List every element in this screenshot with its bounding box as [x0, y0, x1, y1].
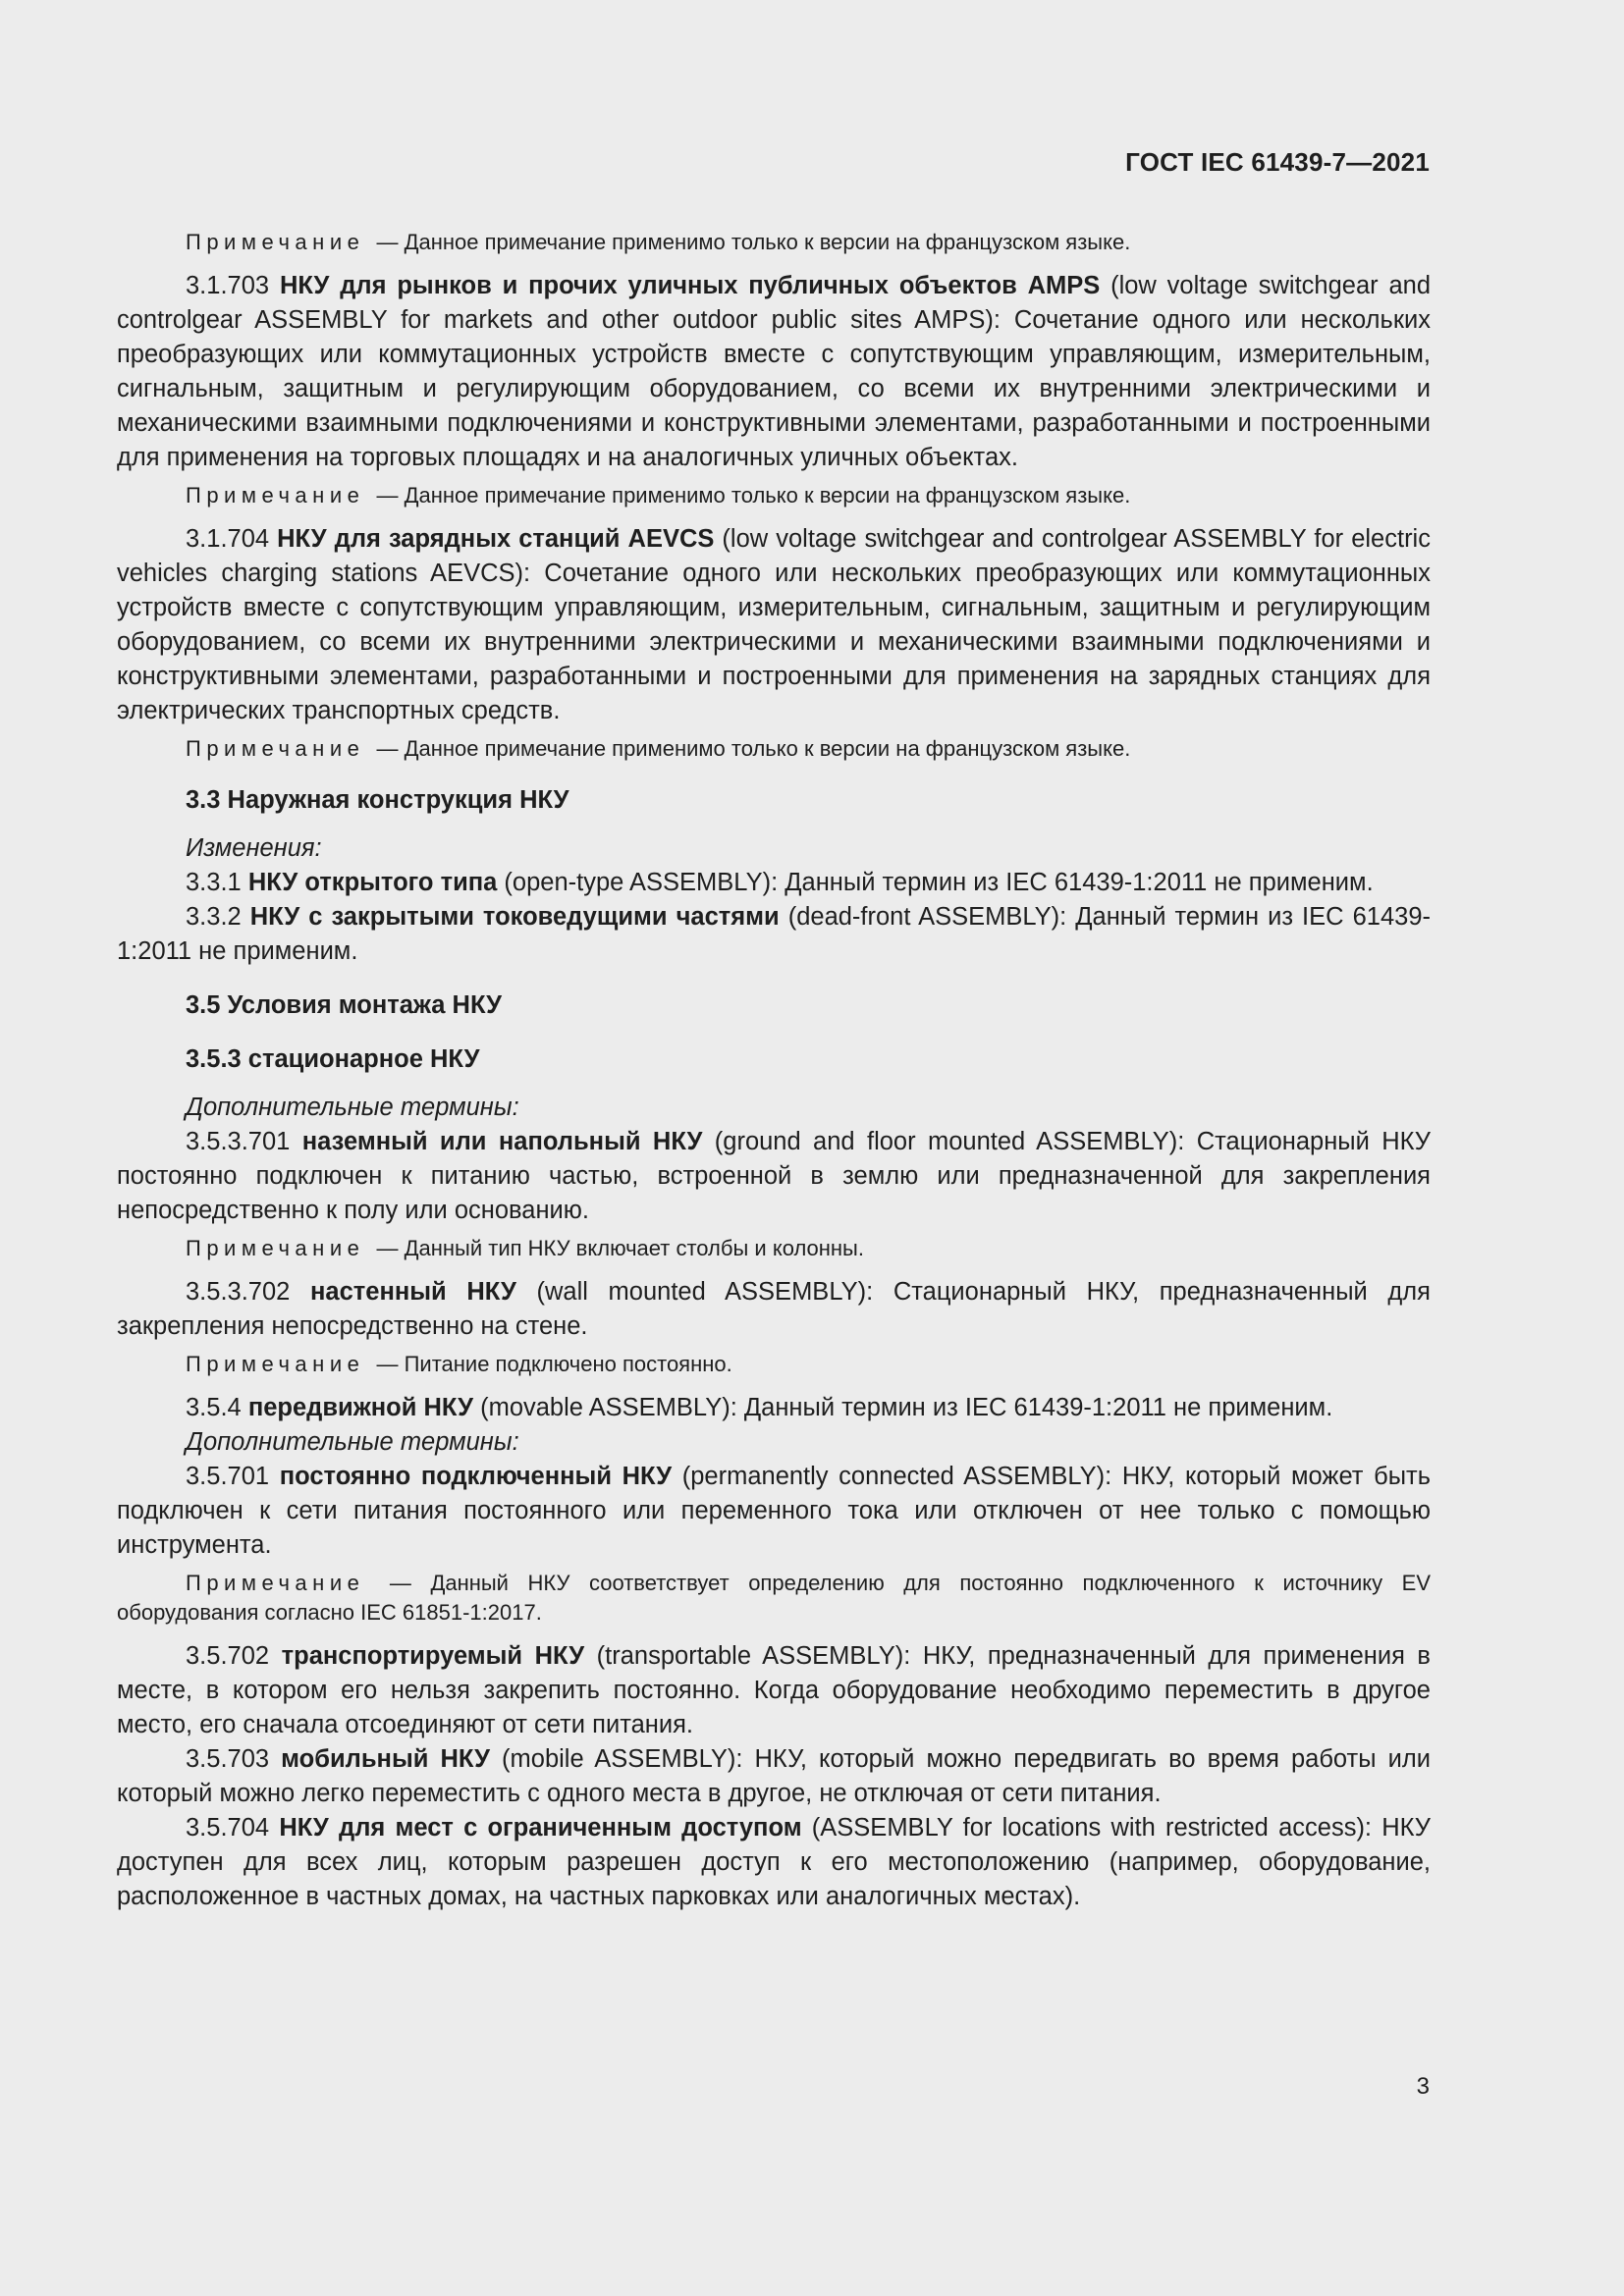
term-number: 3.1.704 [186, 525, 270, 553]
term-definition [117, 1125, 1431, 1228]
term-number: 3.5.3.702 [186, 1278, 291, 1306]
term-text: (low voltage switchgear and controlgear ASSEMBLY for electric vehicles charging stations AEVCS): Сочетание одного или нескольких преобразующих или коммутационных устройств вместе с сопутствующим управляющим, измерительным, сигнальным, защитным и регулирующим оборудованием, со всеми их внутренними электрическими и механическими взаимными подключениями и конструктивными элементами, разработанными и построенными для применения на зарядных станциях для электрических транспортных средств. [117, 525, 1431, 724]
term-number: 3.5.704 [186, 1814, 270, 1842]
subsection-label: Дополнительные термины: [186, 1094, 519, 1121]
note-text: Данное примечание применимо только к версии на французском языке. [404, 736, 1131, 761]
term-definition [117, 269, 1431, 475]
section-heading: 3.3 Наружная конструкция НКУ [186, 786, 569, 814]
term-definition [117, 522, 1431, 728]
note-dash: — [376, 230, 399, 254]
term-text: (open-type ASSEMBLY): Данный термин из IEC 61439-1:2011 не применим. [497, 869, 1374, 896]
term-text: (ASSEMBLY for locations with restricted access): НКУ доступен для всех лиц, которым разрешен доступ к его местоположению (например, оборудование, расположенное в частных домах, на частных парковках или аналогичных местах). [117, 1814, 1431, 1910]
note-text: Питание подключено постоянно. [404, 1352, 732, 1376]
term-definition [117, 866, 1431, 900]
note-dash: — [389, 1571, 411, 1595]
note-text: Данное примечание применимо только к версии на французском языке. [404, 230, 1131, 254]
term-definition [117, 1460, 1431, 1563]
note [117, 228, 1431, 257]
term-name: НКУ с закрытыми токоведущими частями [249, 903, 780, 931]
note [117, 734, 1431, 764]
note [117, 481, 1431, 510]
note-text: Данное примечание применимо только к версии на французском языке. [404, 483, 1131, 507]
note-text: Данный НКУ соответствует определению для постоянно подключенного к источнику EV оборудования согласно IEC 61851-1:2017. [117, 1571, 1431, 1625]
term-name: постоянно подключенный НКУ [279, 1463, 673, 1490]
term-text: (permanently connected ASSEMBLY): НКУ, который может быть подключен к сети питания постоянного или переменного тока или отключен от нее только с помощью инструмента. [117, 1463, 1431, 1559]
term-number: 3.3.2 [186, 903, 242, 931]
term-number: 3.1.703 [186, 272, 270, 299]
term-text: (ground and floor mounted ASSEMBLY): Стационарный НКУ постоянно подключен к питанию частью, встроенной в землю или предназначенной для закрепления непосредственно к полу или основанию. [117, 1128, 1431, 1224]
term-definition [117, 1275, 1431, 1344]
term-number: 3.5.4 [186, 1394, 242, 1421]
note-label: Примечание [186, 736, 365, 761]
term-text: (movable ASSEMBLY): Данный термин из IEC 61439-1:2011 не применим. [473, 1394, 1333, 1421]
note [117, 1350, 1431, 1379]
note-dash: — [376, 736, 399, 761]
term-text: (mobile ASSEMBLY): НКУ, который можно передвигать во время работы или который можно легко переместить с одного места в другое, не отключая от сети питания. [117, 1745, 1431, 1807]
term-definition [117, 1811, 1431, 1914]
note-dash: — [376, 483, 399, 507]
note [117, 1569, 1431, 1628]
section-heading: 3.5.3 стационарное НКУ [186, 1045, 480, 1073]
term-number: 3.5.701 [186, 1463, 270, 1490]
note [117, 1234, 1431, 1263]
term-name: НКУ для рынков и прочих уличных публичных объектов AMPS [279, 272, 1101, 299]
note-text: Данный тип НКУ включает столбы и колонны. [404, 1236, 864, 1260]
subsection-label: Изменения: [186, 834, 322, 862]
term-number: 3.5.702 [186, 1642, 270, 1670]
term-name: передвижной НКУ [247, 1394, 473, 1421]
term-text: (transportable ASSEMBLY): НКУ, предназначенный для применения в месте, в котором его нельзя закрепить постоянно. Когда оборудование необходимо переместить в другое место, его сначала отсоединяют от сети питания. [117, 1642, 1431, 1738]
note-label: Примечание [186, 483, 365, 507]
document-id-header: ГОСТ IEC 61439-7—2021 [1125, 147, 1430, 177]
note-label: Примечание [186, 1236, 365, 1260]
note-label: Примечание [186, 1571, 365, 1595]
term-text: (wall mounted ASSEMBLY): Стационарный НКУ, предназначенный для закрепления непосредственно на стене. [117, 1278, 1431, 1340]
note-label: Примечание [186, 1352, 365, 1376]
term-number: 3.5.703 [186, 1745, 270, 1773]
term-name: транспортируемый НКУ [281, 1642, 585, 1670]
term-name: НКУ для зарядных станций AEVCS [277, 525, 715, 553]
term-definition [117, 1391, 1431, 1425]
term-name: настенный НКУ [310, 1278, 516, 1306]
document-body [117, 222, 1431, 1914]
term-name: наземный или напольный НКУ [301, 1128, 703, 1155]
term-definition [117, 900, 1431, 969]
term-number: 3.5.3.701 [186, 1128, 291, 1155]
term-number: 3.3.1 [186, 869, 242, 896]
section-heading: 3.5 Условия монтажа НКУ [186, 991, 503, 1019]
page-number: 3 [1416, 2073, 1430, 2100]
term-name: НКУ для мест с ограниченным доступом [279, 1814, 802, 1842]
note-dash: — [376, 1352, 399, 1376]
note-dash: — [376, 1236, 399, 1260]
term-definition [117, 1639, 1431, 1742]
subsection-label: Дополнительные термины: [186, 1428, 519, 1456]
note-label: Примечание [186, 230, 365, 254]
term-name: НКУ открытого типа [247, 869, 498, 896]
term-definition [117, 1742, 1431, 1811]
term-text: (dead-front ASSEMBLY): Данный термин из IEC 61439-1:2011 не применим. [117, 903, 1431, 965]
term-text: (low voltage switchgear and controlgear ASSEMBLY for markets and other outdoor public sites AMPS): Сочетание одного или нескольких преобразующих или коммутационных устройств вместе с сопутствующим управляющим, измерительным, сигнальным, защитным и регулирующим оборудованием, со всеми их внутренними электрическими и механическими взаимными подключениями и конструктивными элементами, разработанными и построенными для применения на торговых площадях и на аналогичных уличных объектах. [117, 272, 1432, 471]
term-name: мобильный НКУ [281, 1745, 490, 1773]
